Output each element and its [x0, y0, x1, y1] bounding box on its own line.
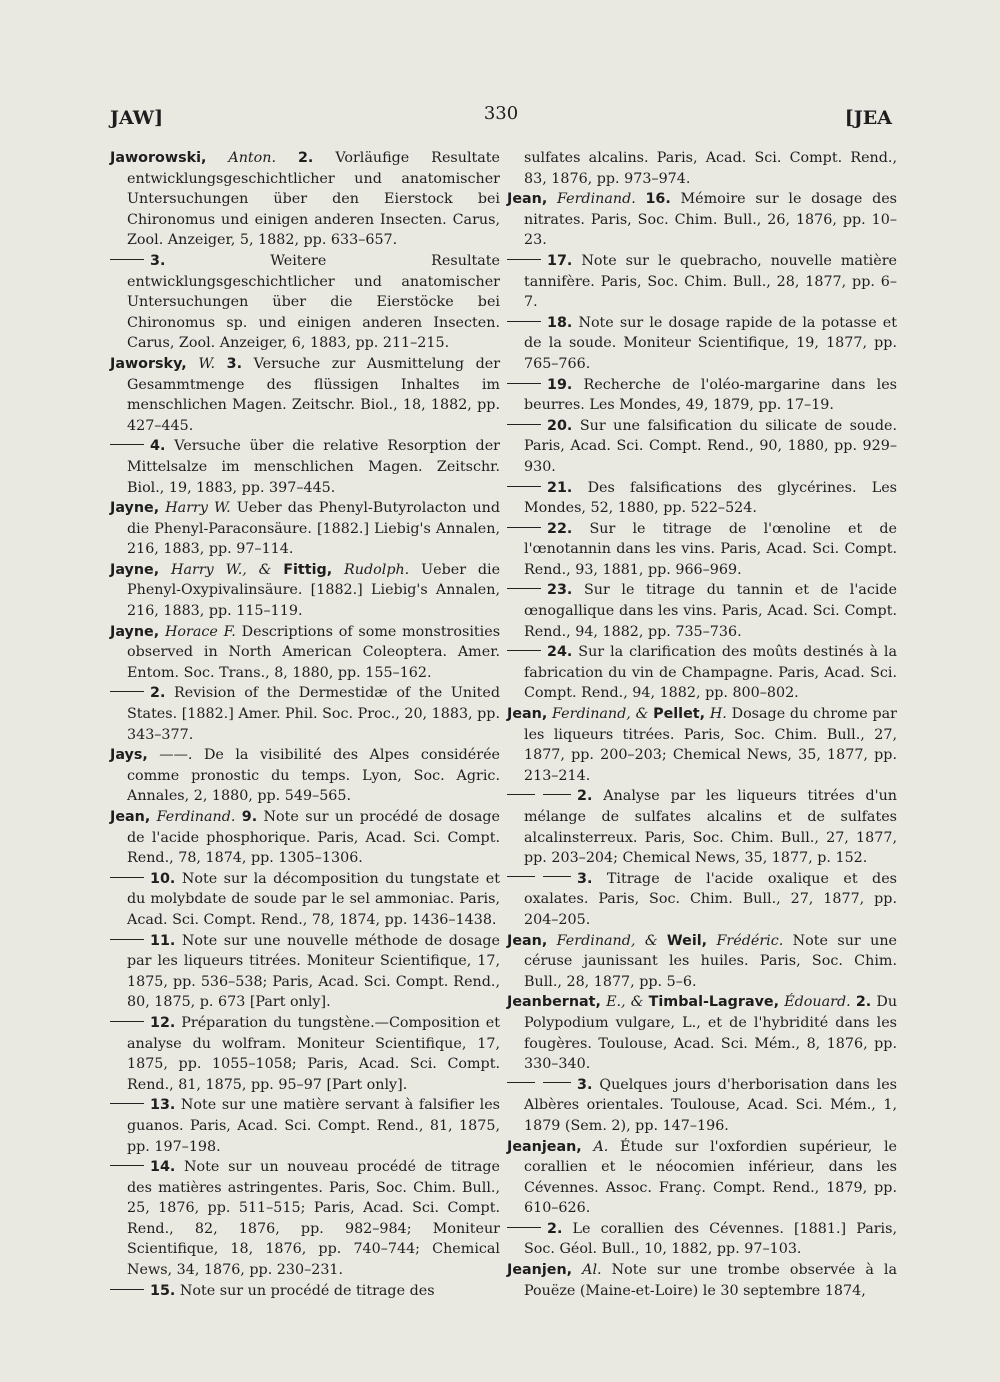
- entry-number: 18.: [547, 314, 573, 331]
- bibliography-entry: [507, 1260, 897, 1301]
- entry-number: 24.: [547, 644, 573, 661]
- entry-number: 13.: [150, 1097, 176, 1114]
- entry-text: Ueber das Phenyl-Butyrolacton und die Phenyl-Paraconsäure. [1882.] Liebig's Annalen, 216, 1883, pp. 97–114.: [127, 500, 501, 558]
- entry-number: 3.: [150, 252, 166, 269]
- author-given-name: ——.: [159, 747, 193, 764]
- entry-text: Préparation du tungstène.—Composition et analyse du wolfram. Moniteur Scientifique, 17, 1875, pp. 1055–1058; Paris, Acad. Sci. Compt. Rend., 81, 1875, pp. 95–97 [Part only].: [127, 1014, 500, 1093]
- entry-text: De la visibilité des Alpes considérée comme pronostic du temps. Lyon, Soc. Agric. Annales, 2, 1880, pp. 549–565.: [127, 747, 500, 805]
- entry-text: Vorläufige Resultate entwicklungsgeschichtlicher und anatomischer Untersuchungen über den Eierstock bei Chironomus und einigen anderen Insecten. Carus, Zool. Anzeiger, 5, 1882, pp. 633–657.: [127, 150, 500, 249]
- ditto-dash: [507, 793, 571, 795]
- bibliography-entry: [110, 1281, 500, 1302]
- bibliography-entry: [110, 1095, 500, 1157]
- entry-text: Note sur le dosage rapide de la potasse et de la soude. Moniteur Scientifique, 19, 1877, pp. 765–766.: [524, 314, 897, 372]
- author-given-name: Ferdinand, &: [556, 932, 658, 949]
- entry-text: Versuche über die relative Resorption der Mittelsalze im menschlichen Magen. Zeitschr. Biol., 19, 1883, pp. 397–445.: [127, 438, 501, 496]
- entry-text: Note sur une matière servant à falsifier les guanos. Paris, Acad. Sci. Compt. Rend., 81, 1875, pp. 197–198.: [127, 1097, 500, 1155]
- coauthor-given-name: Rudolph.: [344, 561, 410, 578]
- entry-number: 2.: [297, 150, 314, 166]
- bibliography-entry: [110, 354, 500, 436]
- ditto-dash: [507, 321, 541, 322]
- entry-number: 9.: [241, 809, 258, 825]
- bibliography-entry: [507, 580, 897, 642]
- ditto-dash: [110, 1021, 144, 1022]
- author-surname: Jayne,: [110, 623, 160, 640]
- header-left: JAW]: [110, 107, 164, 129]
- bibliography-entry: [110, 1157, 500, 1281]
- ditto-dash: [507, 588, 541, 589]
- entry-text: Étude sur l'oxfordien supérieur, le corallien et le néocomien inférieur, dans les Cévennes. Assoc. Franç. Compt. Rend., 1879, pp. 610–626.: [524, 1138, 898, 1217]
- bibliography-entry: [110, 1013, 500, 1095]
- ditto-dash: [507, 486, 541, 487]
- entry-text: Du Polypodium vulgare, L., et de l'hybridité dans les fougères. Toulouse, Acad. Sci. Mém., 8, 1876, pp. 330–340.: [524, 994, 898, 1073]
- entry-text: Titrage de l'acide oxalique et des oxalates. Paris, Soc. Chim. Bull., 27, 1877, pp. 204–205.: [524, 870, 898, 928]
- ditto-dash: [110, 691, 144, 692]
- ditto-dash: [507, 424, 541, 425]
- ditto-dash: [110, 259, 144, 260]
- entry-number: 12.: [150, 1014, 176, 1031]
- entry-number: 4.: [150, 438, 166, 455]
- ditto-dash: [110, 1165, 144, 1166]
- entry-text: Le corallien des Cévennes. [1881.] Paris, Soc. Géol. Bull., 10, 1882, pp. 97–103.: [524, 1220, 898, 1258]
- author-given-name: Ferdinand.: [556, 191, 636, 208]
- author-surname: Jean,: [507, 191, 548, 208]
- entry-text: Note sur une nouvelle méthode de dosage par les liqueurs titrées. Moniteur Scientifique, 17, 1875, pp. 536–538; Paris, Acad. Sci. Compt. Rend., 80, 1875, p. 673 [Part only].: [127, 932, 500, 1011]
- author-surname: Jaworowski,: [110, 150, 207, 166]
- entry-text: Versuche zur Ausmittelung der Gesammtmenge des flüssigen Inhaltes im menschlichen Magen. Zeitschr. Biol., 18, 1882, pp. 427–445.: [127, 355, 501, 434]
- bibliography-entry: [110, 745, 500, 807]
- ditto-dash: [110, 877, 144, 878]
- bibliography-entry: [507, 786, 897, 868]
- coauthor-given-name: Frédéric.: [716, 932, 784, 949]
- author-surname: Jeanbernat,: [507, 994, 601, 1011]
- bibliography-entry: [110, 869, 500, 931]
- entry-number: 2.: [855, 994, 872, 1011]
- ditto-dash: [110, 1103, 144, 1104]
- bibliography-entry: [110, 251, 500, 354]
- coauthor-surname: Weil,: [666, 932, 708, 949]
- entry-text: Analyse par les liqueurs titrées d'un mélange de sulfates alcalins et de sulfates alcalinsterreux. Paris, Soc. Chim. Bull., 27, 1877, pp. 203–204; Chemical News, 35, 1877, p. 152.: [524, 788, 897, 867]
- entry-text: sulfates alcalins. Paris, Acad. Sci. Compt. Rend., 83, 1876, pp. 973–974.: [524, 150, 897, 187]
- entry-text: Sur la clarification des moûts destinés à la fabrication du vin de Champagne. Paris, Acad. Sci. Compt. Rend., 94, 1882, pp. 800–802.: [524, 644, 897, 702]
- entry-number: 3.: [226, 355, 243, 372]
- entry-number: 17.: [547, 252, 573, 269]
- entry-text: Note sur la décomposition du tungstate et du molybdate de soude par le sel ammoniac. Paris, Acad. Sci. Compt. Rend., 78, 1874, pp. 1436–1438.: [127, 870, 500, 928]
- coauthor-surname: Timbal-Lagrave,: [648, 994, 780, 1011]
- bibliography-entry: [507, 189, 897, 251]
- author-surname: Jean,: [507, 932, 548, 949]
- entry-text: Note sur un procédé de titrage des: [179, 1282, 435, 1299]
- entry-text: Note sur une trombe observée à la Pouëze (Maine-et-Loire) le 30 septembre 1874,: [524, 1262, 898, 1299]
- author-surname: Jean,: [110, 809, 151, 825]
- entry-number: 2.: [547, 1220, 563, 1237]
- bibliography-entry: [507, 992, 897, 1074]
- entry-number: 3.: [577, 870, 593, 887]
- author-given-name: Ferdinand, &: [552, 706, 649, 723]
- ditto-dash: [507, 527, 541, 528]
- bibliography-entry: [110, 560, 500, 622]
- bibliography-entry: [507, 1137, 897, 1219]
- right-column: [507, 148, 897, 1301]
- bibliography-entry: [507, 519, 897, 581]
- header-right: [JEA: [844, 107, 892, 129]
- entry-number: 10.: [150, 870, 176, 887]
- bibliography-entry: [110, 931, 500, 1013]
- bibliography-entry: [110, 622, 500, 684]
- bibliography-entry: [507, 931, 897, 993]
- entry-text: Recherche de l'oléo-margarine dans les beurres. Les Mondes, 49, 1879, pp. 17–19.: [524, 376, 898, 414]
- coauthor-surname: Pellet,: [653, 706, 706, 723]
- ditto-dash: [110, 444, 144, 445]
- entry-number: 2.: [150, 685, 166, 702]
- bibliography-entry: [507, 313, 897, 375]
- entry-number: 19.: [547, 376, 573, 393]
- bibliography-entry: [507, 1219, 897, 1260]
- entry-number: 20.: [547, 417, 573, 434]
- ditto-dash: [110, 939, 144, 940]
- entry-number: 21.: [547, 479, 573, 496]
- entry-number: 14.: [150, 1159, 176, 1176]
- entry-text: Note sur un nouveau procédé de titrage des matières astringentes. Paris, Soc. Chim. Bull., 25, 1876, pp. 511–515; Paris, Acad. Sci. Compt. Rend., 82, 1876, pp. 982–984; Moniteur Scientifique, 18, 1876, pp. 740–744; Chemical News, 34, 1876, pp. 230–231.: [127, 1159, 501, 1279]
- coauthor-surname: Fittig,: [283, 561, 333, 578]
- author-given-name: E., &: [606, 994, 644, 1011]
- page-number: 330: [483, 103, 519, 124]
- author-given-name: Ferdinand.: [156, 809, 236, 825]
- entry-number: 16.: [645, 191, 671, 208]
- entry-text: Note sur le quebracho, nouvelle matière tannifère. Paris, Soc. Chim. Bull., 28, 1877, pp. 6–7.: [524, 252, 898, 311]
- ditto-dash: [507, 650, 541, 651]
- author-given-name: A.: [593, 1138, 609, 1155]
- entry-text: Sur le titrage du tannin et de l'acide œnogallique dans les vins. Paris, Acad. Sci. Compt. Rend., 94, 1882, pp. 735–736.: [524, 582, 898, 640]
- entry-text: Note sur un procédé de dosage de l'acide phosphorique. Paris, Acad. Sci. Compt. Rend., 78, 1874, pp. 1305–1306.: [127, 809, 500, 867]
- entry-number: 23.: [547, 582, 573, 599]
- bibliography-entry: [507, 1075, 897, 1137]
- author-given-name: Harry W.: [165, 500, 231, 517]
- bibliography-entry: [507, 642, 897, 704]
- entry-number: 2.: [577, 788, 593, 805]
- bibliography-entry: [110, 498, 500, 560]
- entry-number: 3.: [577, 1076, 593, 1093]
- running-head: [110, 103, 892, 133]
- author-given-name: Al.: [582, 1262, 602, 1279]
- ditto-dash: [507, 1082, 571, 1084]
- coauthor-given-name: Édouard.: [784, 994, 851, 1011]
- bibliography-entry: [110, 436, 500, 498]
- ditto-dash: [507, 259, 541, 260]
- entry-number: 22.: [547, 520, 573, 537]
- author-surname: Jeanjen,: [507, 1262, 573, 1279]
- author-surname: Jays,: [110, 747, 148, 764]
- bibliography-entry: [110, 148, 500, 251]
- entry-text: Quelques jours d'herborisation dans les Albères orientales. Toulouse, Acad. Sci. Mém., 1, 1879 (Sem. 2), pp. 147–196.: [524, 1076, 897, 1134]
- entry-text: Ueber die Phenyl-Oxypivalinsäure. [1882.] Liebig's Annalen, 216, 1883, pp. 115–119.: [127, 561, 501, 620]
- author-given-name: Horace F.: [164, 623, 236, 640]
- entry-number: 11.: [150, 932, 176, 949]
- left-column: [110, 148, 500, 1301]
- author-surname: Jaworsky,: [110, 355, 187, 372]
- bibliography-entry: [110, 807, 500, 869]
- bibliography-entry: [507, 375, 897, 416]
- author-surname: Jayne,: [110, 500, 160, 517]
- ditto-dash: [507, 876, 571, 878]
- author-given-name: Harry W., &: [171, 561, 272, 578]
- ditto-dash: [507, 1227, 541, 1228]
- entry-text: Weitere Resultate entwicklungsgeschichtlicher und anatomischer Untersuchungen über die Eierstöcke bei Chironomus sp. und einigen anderen Insecten. Carus, Zool. Anzeiger, 6, 1883, pp. 211–215.: [127, 252, 500, 352]
- bibliography-entry: [507, 148, 897, 189]
- bibliography-entry: [507, 704, 897, 786]
- bibliography-entry: [507, 251, 897, 313]
- author-given-name: W.: [198, 355, 216, 372]
- entry-number: 15.: [150, 1282, 176, 1299]
- bibliography-entry: [507, 869, 897, 931]
- entry-text: Des falsifications des glycérines. Les Mondes, 52, 1880, pp. 522–524.: [524, 479, 898, 517]
- bibliography-entry: [110, 683, 500, 745]
- entry-text: Sur le titrage de l'œnoline et de l'œnotannin dans les vins. Paris, Acad. Sci. Compt. Rend., 93, 1881, pp. 966–969.: [524, 520, 897, 578]
- entry-text: Revision of the Dermestidæ of the United States. [1882.] Amer. Phil. Soc. Proc., 20, 1883, pp. 343–377.: [127, 685, 501, 743]
- ditto-dash: [507, 383, 541, 384]
- entry-text: Sur une falsification du silicate de soude. Paris, Acad. Sci. Compt. Rend., 90, 1880, pp. 929–930.: [524, 417, 897, 475]
- bibliography-entry: [507, 416, 897, 478]
- entry-text: Note sur une céruse jaunissant les huiles. Paris, Soc. Chim. Bull., 28, 1877, pp. 5–6.: [524, 932, 897, 990]
- entry-text: Descriptions of some monstrosities observed in North American Coleoptera. Amer. Entom. Soc. Trans., 8, 1880, pp. 155–162.: [127, 623, 501, 681]
- author-surname: Jeanjean,: [507, 1138, 582, 1155]
- bibliography-entry: [507, 478, 897, 519]
- coauthor-given-name: H.: [709, 706, 727, 723]
- author-surname: Jayne,: [110, 561, 160, 578]
- author-surname: Jean,: [507, 706, 548, 723]
- author-given-name: Anton.: [228, 150, 277, 166]
- entry-text: Dosage du chrome par les liqueurs titrées. Paris, Soc. Chim. Bull., 27, 1877, pp. 200–203; Chemical News, 35, 1877, pp. 213–214.: [524, 706, 897, 784]
- ditto-dash: [110, 1289, 144, 1290]
- entry-text: Mémoire sur le dosage des nitrates. Paris, Soc. Chim. Bull., 26, 1876, pp. 10–23.: [524, 191, 898, 249]
